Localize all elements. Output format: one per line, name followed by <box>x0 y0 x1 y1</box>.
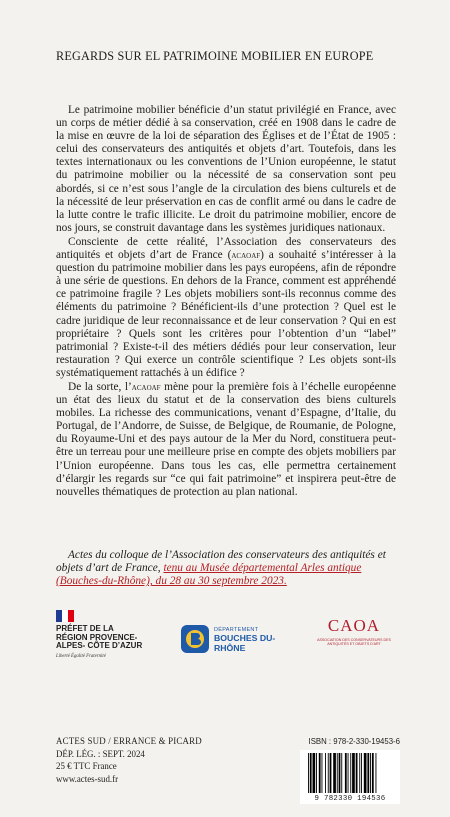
barcode-digits: 9 782330 194536 <box>314 795 386 803</box>
barcode <box>300 750 400 804</box>
partner-logos <box>56 610 396 700</box>
credit-text: Actes du colloque de l’Association des conservateurs des antiquités et objets d’art de France, <box>56 549 386 575</box>
caoa-wordmark: CAOA <box>327 616 381 635</box>
prefet-logo <box>56 610 146 659</box>
paragraph-3: De la sorte, l’acaoaf mène pour la première fois à l’échelle européenne un état des lieux du statut et de la conservation des biens culturels mobiles. La richesse des communications, venant d’Espagne, d’Italie, du Portugal, de l’Andorre, de Suisse, de Belgique, de Roumanie, de Pologne, du Royaume-Uni et des pays autour de la Mer du Nord, constituera peut-être un terreau pour une meilleure prise en compte des objets mobiliers par l’Union européenne. Dans tous les cas, elle permettra certainement d’élargir les regards sur “ce qui fait patrimoine” et inspirera peut-être de nouvelles thématiques de protection au plan national. <box>56 380 396 498</box>
credit-venue: tenu au Musée départemental Arles antique (Bouches-du-Rhône), du 28 au 30 septembre 2023. <box>56 562 362 588</box>
caoa-logo <box>312 616 396 646</box>
french-flag-icon <box>56 610 74 622</box>
back-cover-text <box>56 104 396 499</box>
paragraph-1: Le patrimoine mobilier bénéficie d’un statut privilégié en France, avec un corps de métier dédié à sa conservation, créé en 1908 dans le cadre de la mise en œuvre de la loi de séparation des Églises et de l’État de 1905 : celui des conservateurs des antiquités et objets d’art. Toutefois, dans les textes internationaux ou les conventions de l’Union européenne, le statut du patrimoine mobilier ou la nécessité de sa conservation sont peu abordés, si ce n’est sous l’angle de la circulation des biens culturels et de la nécessité de leur préservation en cas de conflit armé ou dans le cadre de la lutte contre le trafic illicite. Le droit du patrimoine mobilier, encore de nos jours, se construit davantage dans les systèmes juridiques nationaux. <box>56 104 396 234</box>
publisher-info <box>56 735 202 785</box>
department-name: BOUCHES DU-RHÔNE <box>214 633 276 653</box>
publisher-name: ACTES SUD / ERRANCE & PICARD <box>56 736 202 746</box>
barcode-bars-icon <box>306 753 394 793</box>
prefet-name: PRÉFET DE LA RÉGION PROVENCE- ALPES- CÔTE D’AZUR <box>56 624 143 650</box>
republic-motto: Liberté Égalité Fraternité <box>56 653 106 659</box>
isbn-block <box>300 737 400 804</box>
colloquium-credit <box>56 549 396 588</box>
department-logo <box>180 622 290 658</box>
department-emblem-icon <box>180 624 210 654</box>
publisher-website: www.actes-sud.fr <box>56 773 119 784</box>
legal-deposit: DÉP. LÉG. : SEPT. 2024 <box>56 748 145 759</box>
paragraph-2: Consciente de cette réalité, l’Association des conservateurs des antiquités et objets d’art de France (acaoaf) a souhaité s’intéresser à la question du patrimoine mobilier dans les pays européens, afin de répondre à une série de questions. En dehors de la France, comment est appréhendé ce patrimoine fragile ? Les objets mobiliers sont-ils reconnus comme des éléments du patrimoine ? Bénéficient-ils d’une protection ? Quel est le cadre juridique de leur reconnaissance et de leur conservation ? Qui en est propriétaire ? Quels sont les critères pour l’obtention d’un “label” patrimonial ? Existe-t-il des métiers dédiés pour leur conservation, leur restauration ? Qui exerce un contrôle scientifique ? Les objets sont-ils systématiquement rattachés à un édifice ? <box>56 235 396 379</box>
isbn-label: ISBN : 978-2-330-19453-6 <box>308 737 400 746</box>
price: 25 € TTC France <box>56 761 117 772</box>
department-label: DÉPARTEMENT <box>214 627 259 633</box>
book-title: REGARDS SUR EL PATRIMOINE MOBILIER EN EUROPE <box>56 49 374 63</box>
caoa-subtitle: ASSOCIATION DES CONSERVATEURS DES ANTIQUITÉS ET OBJETS D’ART <box>317 638 391 647</box>
